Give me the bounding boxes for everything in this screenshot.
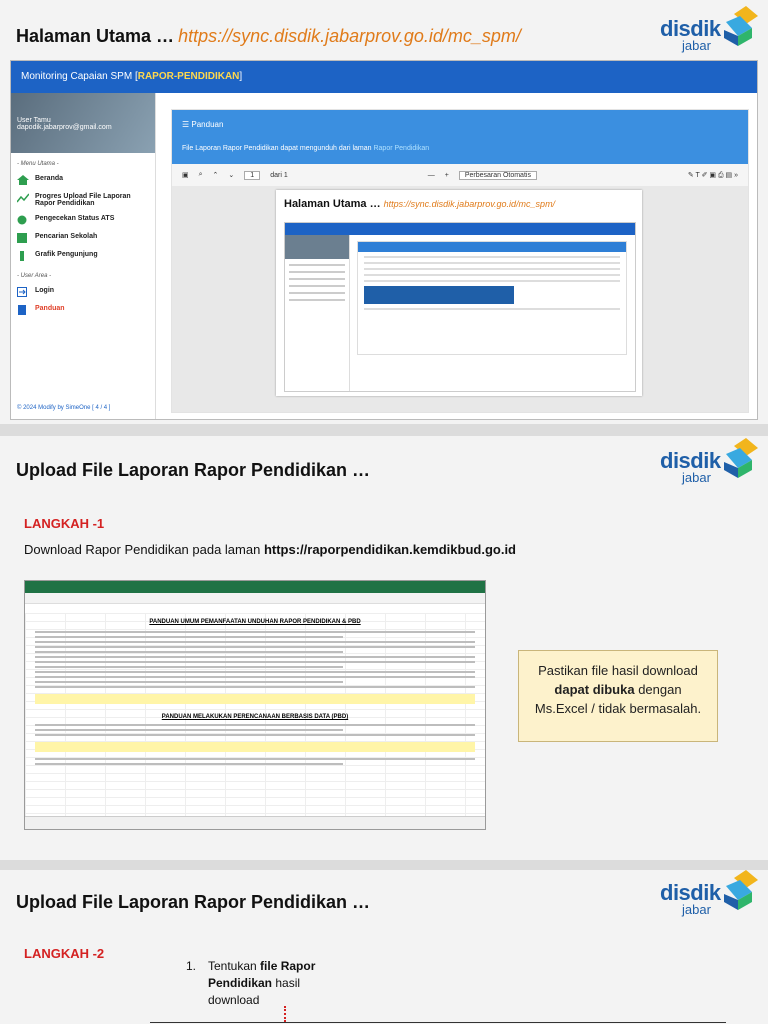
slide-1	[0, 0, 768, 424]
doc-highlight	[35, 742, 475, 752]
slide-title: Upload File Laporan Rapor Pendidikan …	[16, 460, 371, 480]
list-icon	[17, 233, 29, 243]
logo-word: disdik	[660, 448, 721, 473]
mini-screenshot	[284, 222, 636, 392]
doc-line	[35, 758, 475, 760]
sidebar-item-panduan[interactable]	[11, 301, 155, 319]
doc-highlight	[35, 694, 475, 704]
sidebar-label: Login	[35, 287, 55, 294]
doc-line	[35, 724, 475, 726]
item-number: 1.	[186, 959, 197, 973]
slide-title: Upload File Laporan Rapor Pendidikan …	[16, 892, 371, 912]
page-count: dari 1	[270, 171, 288, 179]
page-number-input[interactable]: 1	[244, 171, 260, 180]
slide-3	[0, 870, 768, 1024]
instruction-item	[186, 958, 340, 1009]
app-sidebar	[11, 93, 156, 419]
mini-panel	[357, 241, 627, 355]
sidebar-label: Pengecekan Status ATS	[35, 215, 115, 222]
mini-url: https://sync.disdik.jabarprov.go.id/mc_spm/	[383, 199, 556, 209]
sidebar-item-progres[interactable]	[11, 189, 155, 211]
rapor-url[interactable]: https://raporpendidikan.kemdikbud.go.id	[263, 542, 517, 557]
pdf-viewer	[172, 186, 748, 412]
mini-line	[364, 280, 620, 282]
step-label: LANGKAH -1	[24, 516, 105, 531]
panel-text-body: File Laporan Rapor Pendidikan dapat mengunduh dari laman	[182, 145, 372, 152]
doc-line	[35, 729, 343, 731]
doc-line	[35, 763, 343, 765]
mini-panel-head	[358, 242, 626, 252]
topbar-prefix: Monitoring Capaian SPM [	[21, 71, 138, 82]
note-suffix: dengan Ms.Excel / tidak bermasalah.	[534, 682, 702, 716]
book-logo-icon	[722, 870, 760, 910]
user-hero	[11, 93, 155, 153]
excel-screenshot	[24, 580, 486, 830]
doc-line	[35, 636, 343, 638]
login-icon	[17, 287, 29, 297]
mini-line	[289, 278, 345, 280]
sidebar-label: Grafik Pengunjung	[35, 251, 98, 258]
next-page-icon[interactable]: ⌄	[228, 172, 235, 179]
item-prefix: Tentukan	[208, 959, 261, 973]
mini-topbar	[285, 223, 635, 235]
disdik-jabar-logo	[660, 438, 760, 490]
mini-line	[289, 264, 345, 266]
logo-sub: jabar	[682, 470, 711, 485]
sidebar-label: Pencarian Sekolah	[35, 233, 98, 240]
mini-line	[364, 268, 620, 270]
topbar-suffix: ]	[239, 71, 243, 82]
doc-line	[35, 676, 475, 678]
logo-word: disdik	[660, 880, 721, 905]
doc-line	[35, 666, 343, 668]
pdf-page	[276, 190, 642, 396]
prev-page-icon[interactable]: ⌃	[212, 172, 219, 179]
sidebar-label: Progres Upload File Laporan Rapor Pendidikan	[35, 193, 131, 207]
app-topbar	[11, 61, 757, 93]
item-bold: file Rapor Pendidikan	[208, 959, 316, 990]
slide-2	[0, 436, 768, 860]
user-info	[17, 117, 112, 131]
zoom-in-icon[interactable]: +	[444, 171, 449, 179]
app-screenshot	[10, 60, 758, 420]
user-name: User Tamu	[17, 117, 51, 124]
doc-line	[35, 661, 475, 663]
note-bold: dapat dibuka	[554, 682, 635, 697]
mini-notice	[364, 286, 514, 304]
slide-title	[16, 26, 521, 47]
item-text	[208, 958, 340, 1009]
excel-heading: PANDUAN UMUM PEMANFAATAN UNDUHAN RAPOR PENDIDIKAN & PBD	[149, 619, 361, 625]
book-icon	[17, 305, 29, 315]
sidebar-item-pencarian[interactable]	[11, 229, 155, 247]
mini-line	[289, 271, 345, 273]
excel-ribbon	[25, 593, 485, 604]
zoom-select[interactable]: Perbesaran Otomatis	[459, 171, 537, 180]
sidebar-item-grafik[interactable]	[11, 247, 155, 265]
item-suffix: hasil download	[208, 976, 301, 1007]
chart-line-icon	[17, 193, 29, 203]
user-email: dapodik.jabarprov@gmail.com	[17, 124, 112, 131]
user-section-label: - User Area -	[17, 273, 52, 279]
mini-hero	[285, 235, 349, 259]
doc-line	[35, 734, 475, 736]
disdik-jabar-logo	[660, 6, 760, 58]
title-url[interactable]: https://sync.disdik.jabarprov.go.id/mc_spm/	[178, 26, 521, 46]
doc-line	[35, 656, 475, 658]
panel-header	[172, 110, 748, 164]
logo-sub: jabar	[682, 38, 711, 53]
desc-prefix: Download Rapor Pendidikan pada laman	[24, 542, 264, 557]
mini-line	[364, 308, 620, 310]
zoom-out-icon[interactable]: —	[427, 171, 435, 179]
doc-line	[35, 651, 343, 653]
annotate-icons[interactable]: ✎ T ✐ ▣ ⎙ ▤ »	[687, 171, 738, 179]
title-text: Halaman Utama …	[16, 26, 175, 46]
callout-note	[518, 650, 718, 742]
note-prefix: Pastikan file hasil download	[538, 663, 698, 678]
doc-line	[35, 681, 343, 683]
search-icon[interactable]: ⌕	[198, 171, 203, 178]
mini-line	[364, 262, 620, 264]
excel-titlebar	[25, 581, 485, 593]
sidebar-label: Beranda	[35, 175, 64, 182]
doc-line	[35, 631, 475, 633]
mini-line	[364, 256, 620, 258]
pdf-page-title	[284, 198, 555, 210]
menu-section-label: - Menu Utama -	[17, 161, 59, 167]
pdf-toolbar	[172, 164, 748, 187]
excel-document	[35, 617, 475, 813]
logo-word: disdik	[660, 16, 721, 41]
panel-text	[172, 129, 748, 152]
sidebar-label: Panduan	[35, 305, 65, 312]
step-description	[24, 542, 516, 557]
mini-line	[289, 299, 345, 301]
doc-line	[35, 671, 475, 673]
pointer-line	[284, 1006, 286, 1022]
book-logo-icon	[722, 6, 760, 46]
mini-title: Halaman Utama …	[284, 198, 381, 210]
panduan-panel	[171, 109, 749, 413]
excel-heading-2: PANDUAN MELAKUKAN PERENCANAAN BERBASIS DATA (PBD)	[161, 714, 349, 720]
mini-sidebar	[285, 235, 350, 391]
sidebar-toggle-icon[interactable]: ▣	[182, 172, 189, 179]
sidebar-item-beranda[interactable]	[11, 171, 155, 189]
doc-line	[35, 641, 475, 643]
doc-line	[35, 646, 475, 648]
topbar-highlight: RAPOR-PENDIDIKAN	[137, 71, 240, 82]
mini-line	[289, 285, 345, 287]
book-logo-icon	[722, 438, 760, 478]
person-icon	[17, 251, 29, 261]
disdik-jabar-logo	[660, 870, 760, 922]
excel-grid	[25, 613, 485, 817]
step-label: LANGKAH -2	[24, 946, 105, 961]
home-icon	[17, 175, 29, 185]
logo-sub: jabar	[682, 902, 711, 917]
excel-sheet-tabs[interactable]	[25, 816, 485, 829]
sidebar-footer: © 2024 Modify by SimeOne [ 4 / 4 ]	[17, 405, 111, 411]
panel-title: ☰ Panduan	[182, 120, 224, 129]
mini-line	[289, 292, 345, 294]
rapor-link[interactable]: Rapor Pendidikan	[373, 145, 430, 152]
sidebar-item-login[interactable]	[11, 283, 155, 301]
doc-line	[35, 686, 475, 688]
mini-line	[364, 274, 620, 276]
sidebar-item-ats[interactable]	[11, 211, 155, 229]
user-circle-icon	[17, 215, 29, 225]
